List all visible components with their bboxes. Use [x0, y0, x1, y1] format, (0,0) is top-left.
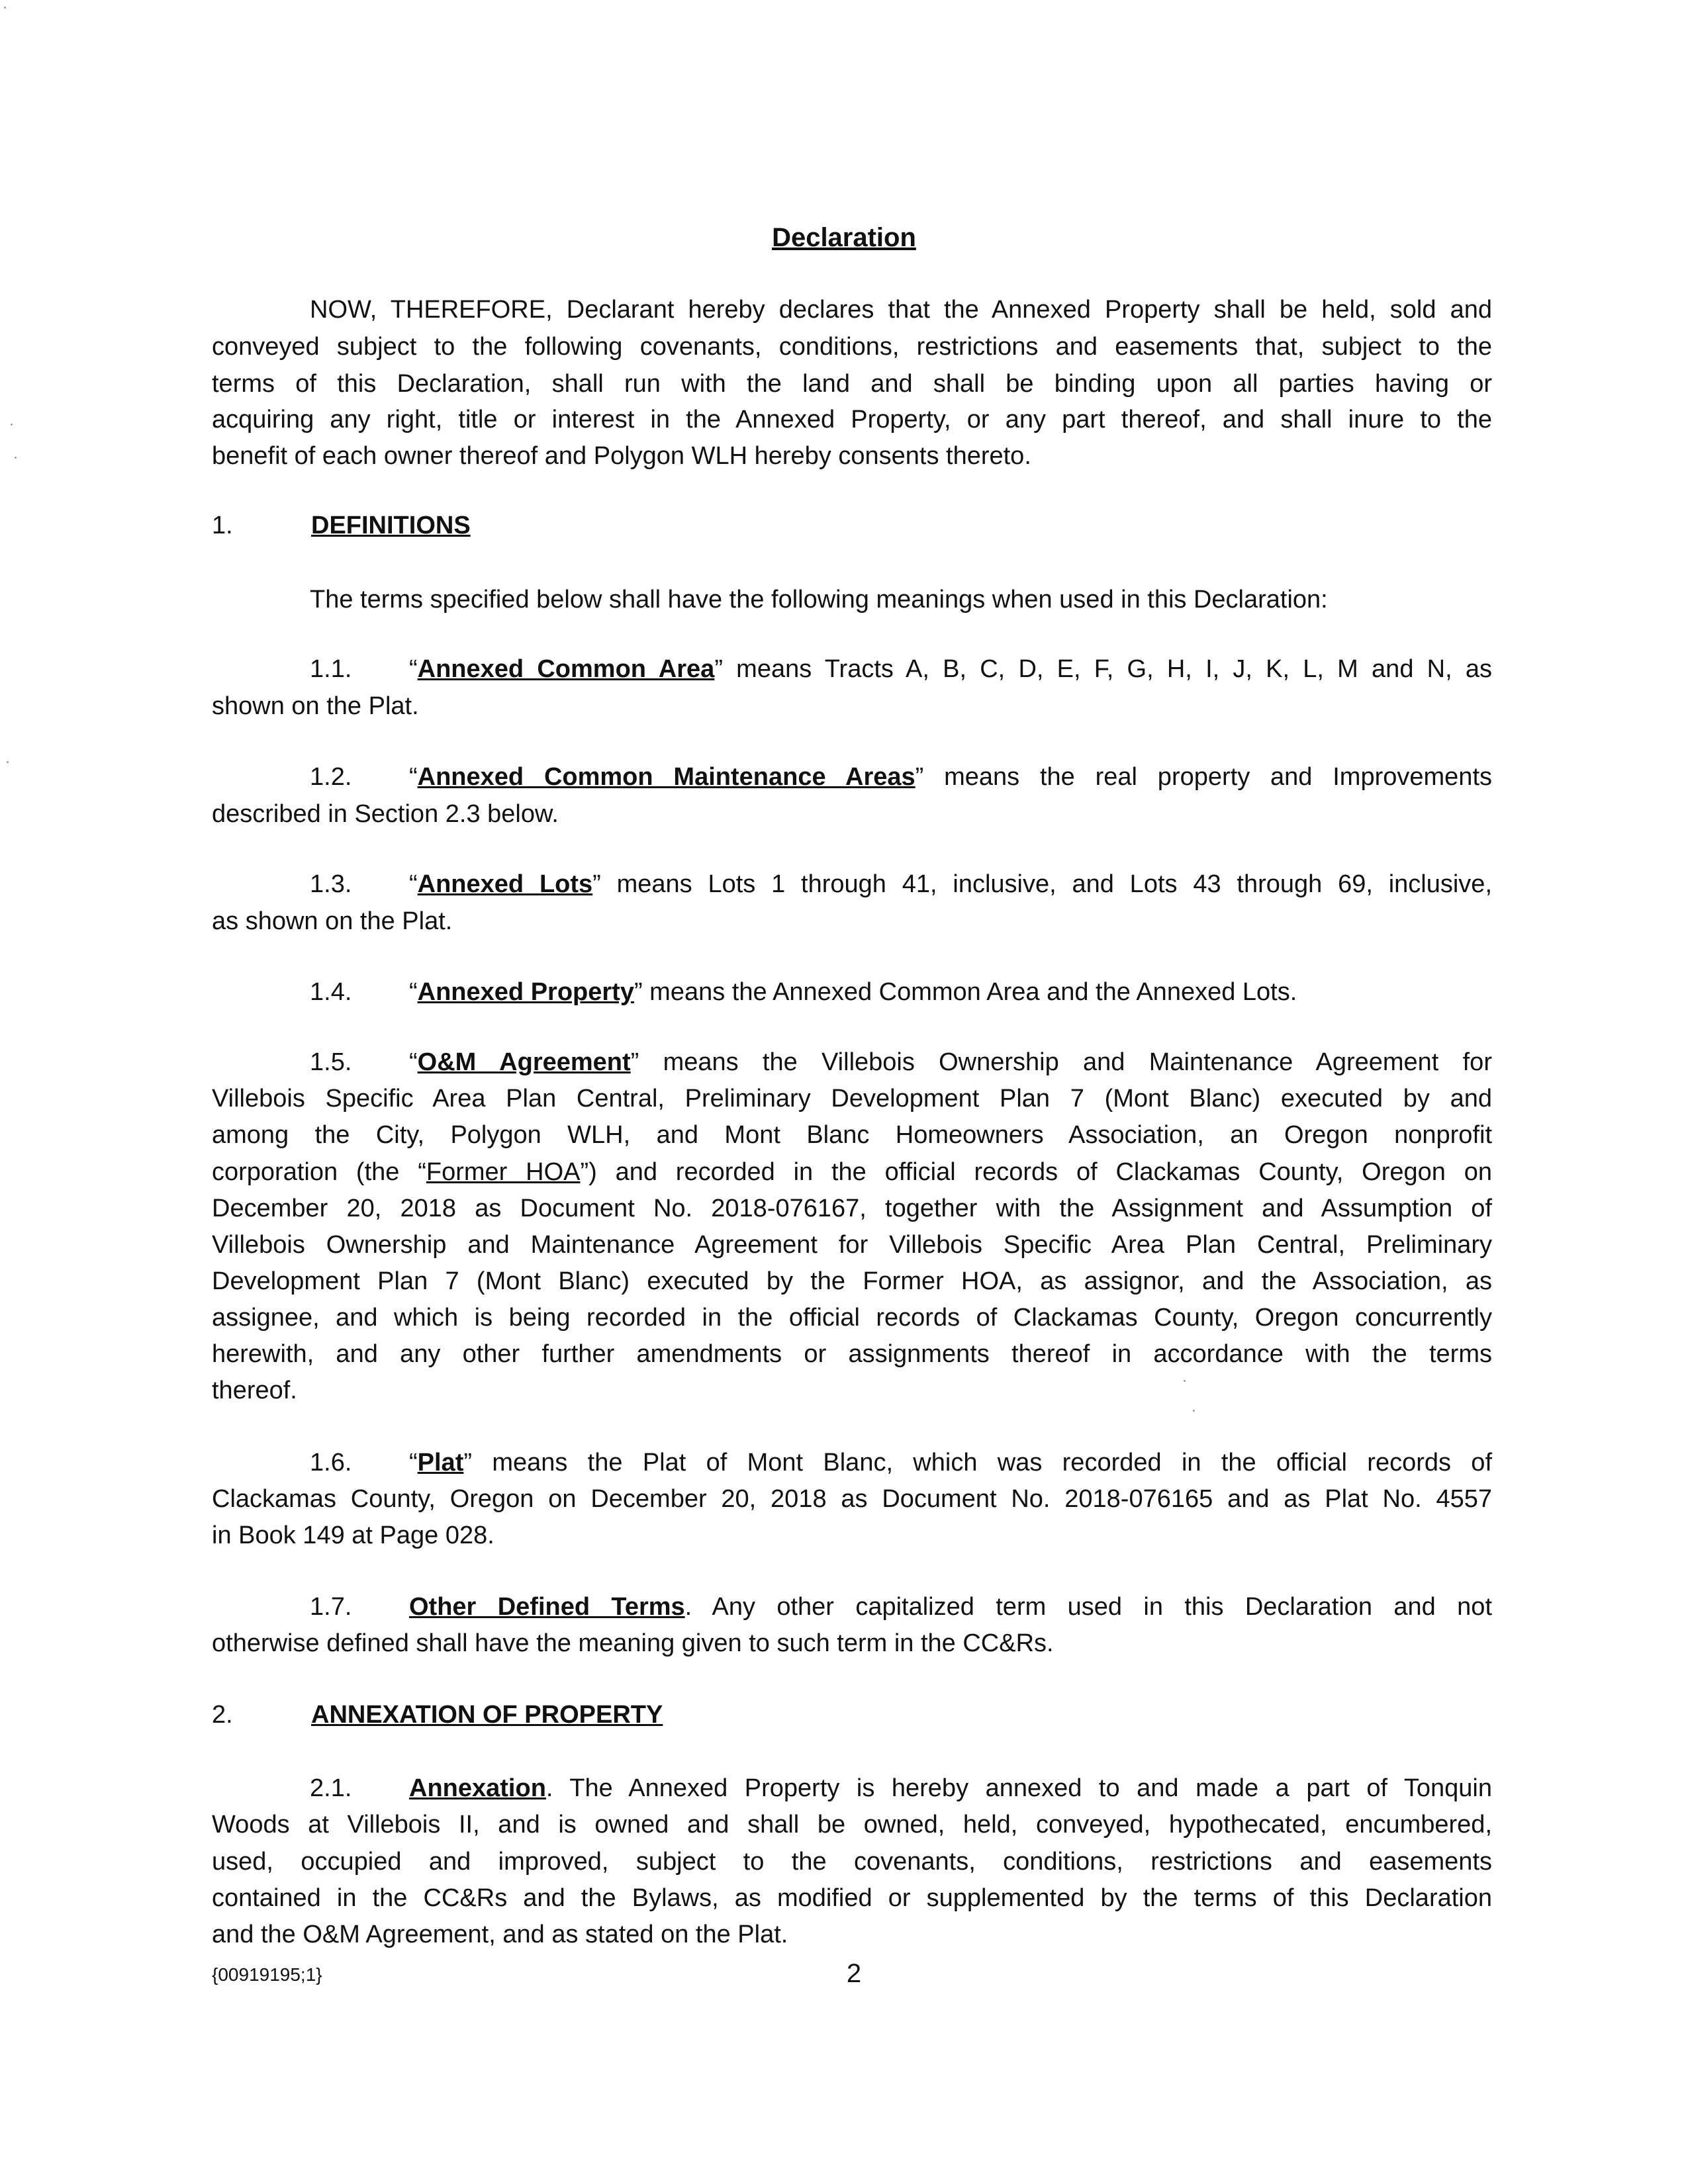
- page-title: Declaration: [772, 223, 916, 252]
- scan-speck: [11, 424, 13, 426]
- definition-1-7-line-2: otherwise defined shall have the meaning given to such term in the CC&Rs.: [212, 1629, 1054, 1657]
- definition-1-4: 1.4. “Annexed Property” means the Annexed Common Area and the Annexed Lots.: [310, 978, 1297, 1006]
- definition-1-5-line-6: Villebois Ownership and Maintenance Agreement for Villebois Specific Area Plan Central, Preliminary: [212, 1231, 1492, 1259]
- definition-1-3-line-2: as shown on the Plat.: [212, 907, 453, 935]
- section-2-1-line-2: Woods at Villebois II, and is owned and shall be owned, held, conveyed, hypothecated, encumbered,: [212, 1811, 1492, 1839]
- definition-1-6: 1.6. “Plat” means the Plat of Mont Blanc, which was recorded in the official records of: [310, 1449, 1492, 1477]
- intro-line-3: terms of this Declaration, shall run with the land and shall be binding upon all parties having or: [212, 370, 1492, 398]
- scan-speck: [1184, 1380, 1186, 1382]
- scan-speck: [4, 7, 6, 9]
- definition-1-1: 1.1. “Annexed Common Area” means Tracts A, B, C, D, E, F, G, H, I, J, K, L, M and N, as: [310, 655, 1493, 683]
- section-2-1: 2.1. Annexation. The Annexed Property is hereby annexed to and made a part of Tonquin: [310, 1774, 1492, 1802]
- section-2-heading: 2. ANNEXATION OF PROPERTY: [212, 1701, 663, 1729]
- definition-1-5-line-3: among the City, Polygon WLH, and Mont Blanc Homeowners Association, an Oregon nonprofit: [212, 1121, 1492, 1149]
- definition-1-5-line-10: thereof.: [212, 1377, 297, 1404]
- intro-line-5: benefit of each owner thereof and Polygon WLH hereby consents thereto.: [212, 442, 1031, 470]
- intro-line-1: NOW, THEREFORE, Declarant hereby declares that the Annexed Property shall be held, sold and: [310, 296, 1492, 324]
- intro-line-4: acquiring any right, title or interest in the Annexed Property, or any part thereof, and shall inure to the: [212, 406, 1492, 433]
- section-1-lead: The terms specified below shall have the following meanings when used in this Declaration:: [310, 586, 1328, 614]
- definition-1-2-line-2: described in Section 2.3 below.: [212, 800, 559, 828]
- page-number: 2: [846, 1959, 862, 1988]
- definition-1-2: 1.2. “Annexed Common Maintenance Areas” means the real property and Improvements: [310, 763, 1492, 791]
- intro-line-2: conveyed subject to the following covenants, conditions, restrictions and easements that, subject to the: [212, 333, 1492, 361]
- scan-speck: [1193, 1410, 1195, 1412]
- section-2-1-line-4: contained in the CC&Rs and the Bylaws, as modified or supplemented by the terms of this Declaration: [212, 1884, 1492, 1912]
- definition-1-5-line-2: Villebois Specific Area Plan Central, Preliminary Development Plan 7 (Mont Blanc) executed by and: [212, 1085, 1492, 1113]
- definition-1-5-line-5: December 20, 2018 as Document No. 2018-076167, together with the Assignment and Assumption of: [212, 1195, 1492, 1222]
- section-1-heading: 1. DEFINITIONS: [212, 512, 471, 539]
- definition-1-6-line-3: in Book 149 at Page 028.: [212, 1522, 494, 1549]
- definition-1-6-line-2: Clackamas County, Oregon on December 20, 2018 as Document No. 2018-076165 and as Plat No. 4557: [212, 1485, 1492, 1513]
- definition-1-1-line-2: shown on the Plat.: [212, 692, 419, 720]
- scan-speck: [7, 761, 9, 763]
- scan-speck: [15, 457, 17, 459]
- definition-1-3: 1.3. “Annexed Lots” means Lots 1 through 41, inclusive, and Lots 43 through 69, inclusive,: [310, 870, 1492, 898]
- section-2-1-line-3: used, occupied and improved, subject to the covenants, conditions, restrictions and easements: [212, 1848, 1492, 1876]
- definition-1-5-line-7: Development Plan 7 (Mont Blanc) executed by the Former HOA, as assignor, and the Association, as: [212, 1267, 1492, 1295]
- document-id: {00919195;1}: [212, 1964, 322, 1985]
- definition-1-5: 1.5. “O&M Agreement” means the Villebois Ownership and Maintenance Agreement for: [310, 1048, 1492, 1076]
- definition-1-5-line-9: herewith, and any other further amendments or assignments thereof in accordance with the terms: [212, 1340, 1492, 1368]
- section-2-1-line-5: and the O&M Agreement, and as stated on the Plat.: [212, 1921, 788, 1948]
- definition-1-5-line-4: corporation (the “Former HOA”) and recorded in the official records of Clackamas County, Oregon on: [212, 1158, 1492, 1186]
- definition-1-7: 1.7. Other Defined Terms. Any other capitalized term used in this Declaration and not: [310, 1593, 1493, 1621]
- definition-1-5-line-8: assignee, and which is being recorded in the official records of Clackamas County, Oregon concurrently: [212, 1304, 1492, 1332]
